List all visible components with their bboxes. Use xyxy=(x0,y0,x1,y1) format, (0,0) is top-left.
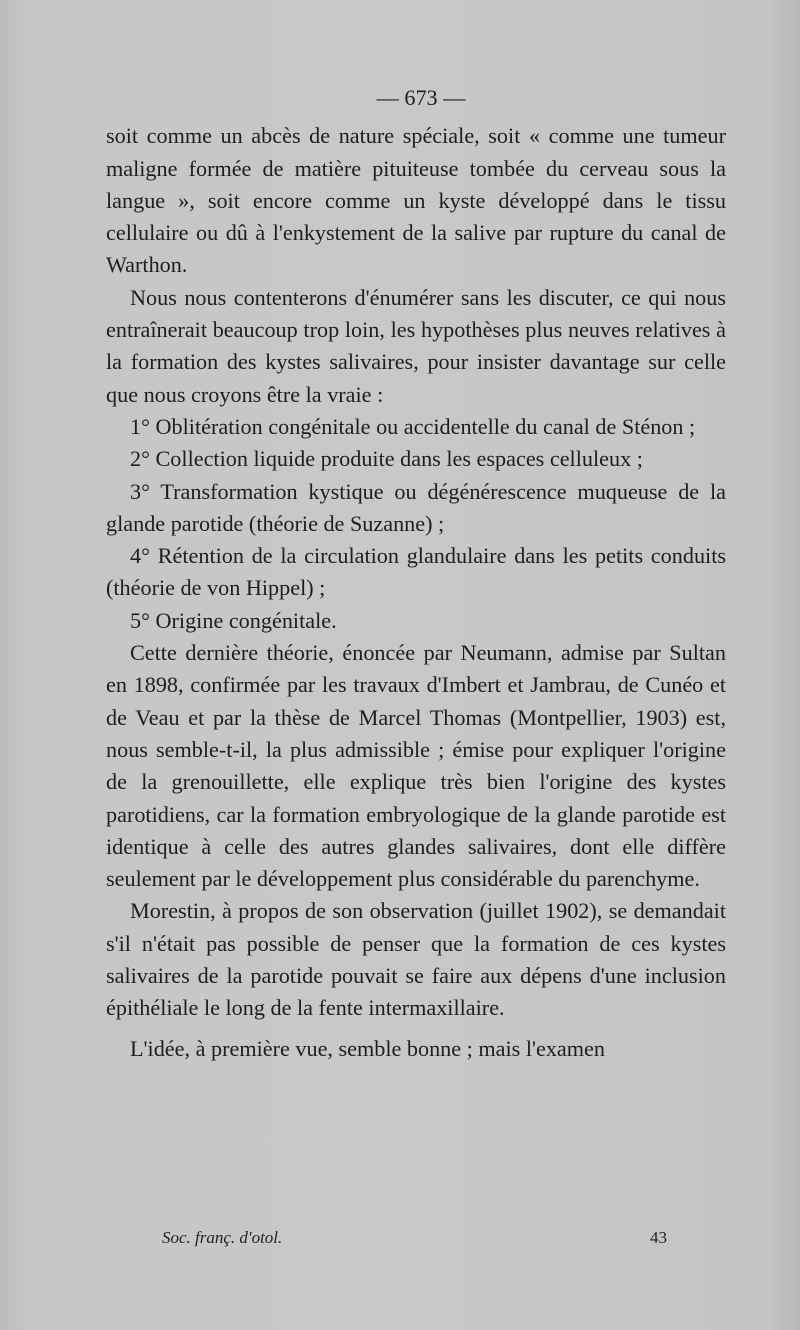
page-body xyxy=(106,82,726,1065)
paragraph-3: Cette dernière théorie, énoncée par Neumann, admise par Sultan en 1898, confirmée par les travaux d'Imbert et Jambrau, de Cunéo et de Veau et par la thèse de Marcel Thomas (Montpellier, 1903) est, nous semble-t-il, la plus admissible ; émise pour expliquer l'origine de la grenouillette, elle explique très bien l'origine des kystes parotidiens, car la formation embryologique de la glande parotide est identique à celle des autres glandes salivaires, dont elle diffère seulement par le développement plus considérable du parenchyme. xyxy=(106,640,726,892)
paragraph-2: Nous nous contenterons d'énumérer sans les discuter, ce qui nous entraînerait beaucoup trop loin, les hypothèses plus neuves relatives à la formation des kystes salivaires, pour insister davantage sur celle que nous croyons être la vraie : xyxy=(106,284,726,407)
list-item-5: 5° Origine congénitale. xyxy=(130,607,337,633)
list-item-2: 2° Collection liquide produite dans les espaces celluleux ; xyxy=(130,446,643,472)
signature-mark: 43 xyxy=(650,1228,667,1247)
list-item-3: 3° Transformation kystique ou dégénérescence muqueuse de la glande parotide (théorie de Suzanne) ; xyxy=(106,478,726,536)
paragraph-1: soit comme un abcès de nature spéciale, soit « comme une tumeur maligne formée de matière pituiteuse tombée du cerveau sous la langue », soit encore comme un kyste développé dans le tissu cellulaire ou dû à l'enkystement de la salive par rupture du canal de Warthon. xyxy=(106,123,726,278)
journal-abbreviation: Soc. franç. d'otol. xyxy=(162,1228,283,1247)
list-item-4: 4° Rétention de la circulation glandulaire dans les petits conduits (théorie de von Hippel) ; xyxy=(106,543,726,601)
paragraph-5: L'idée, à première vue, semble bonne ; mais l'examen xyxy=(130,1035,605,1061)
list-item-1: 1° Oblitération congénitale ou accidentelle du canal de Sténon ; xyxy=(130,413,696,439)
paragraph-4: Morestin, à propos de son observation (juillet 1902), se demandait s'il n'était pas possible de penser que la formation de ces kystes salivaires de la parotide pouvait se faire aux dépens d'une inclusion épithéliale le long de la fente intermaxillaire. xyxy=(106,898,726,1021)
page-number: — 673 — xyxy=(376,85,466,110)
